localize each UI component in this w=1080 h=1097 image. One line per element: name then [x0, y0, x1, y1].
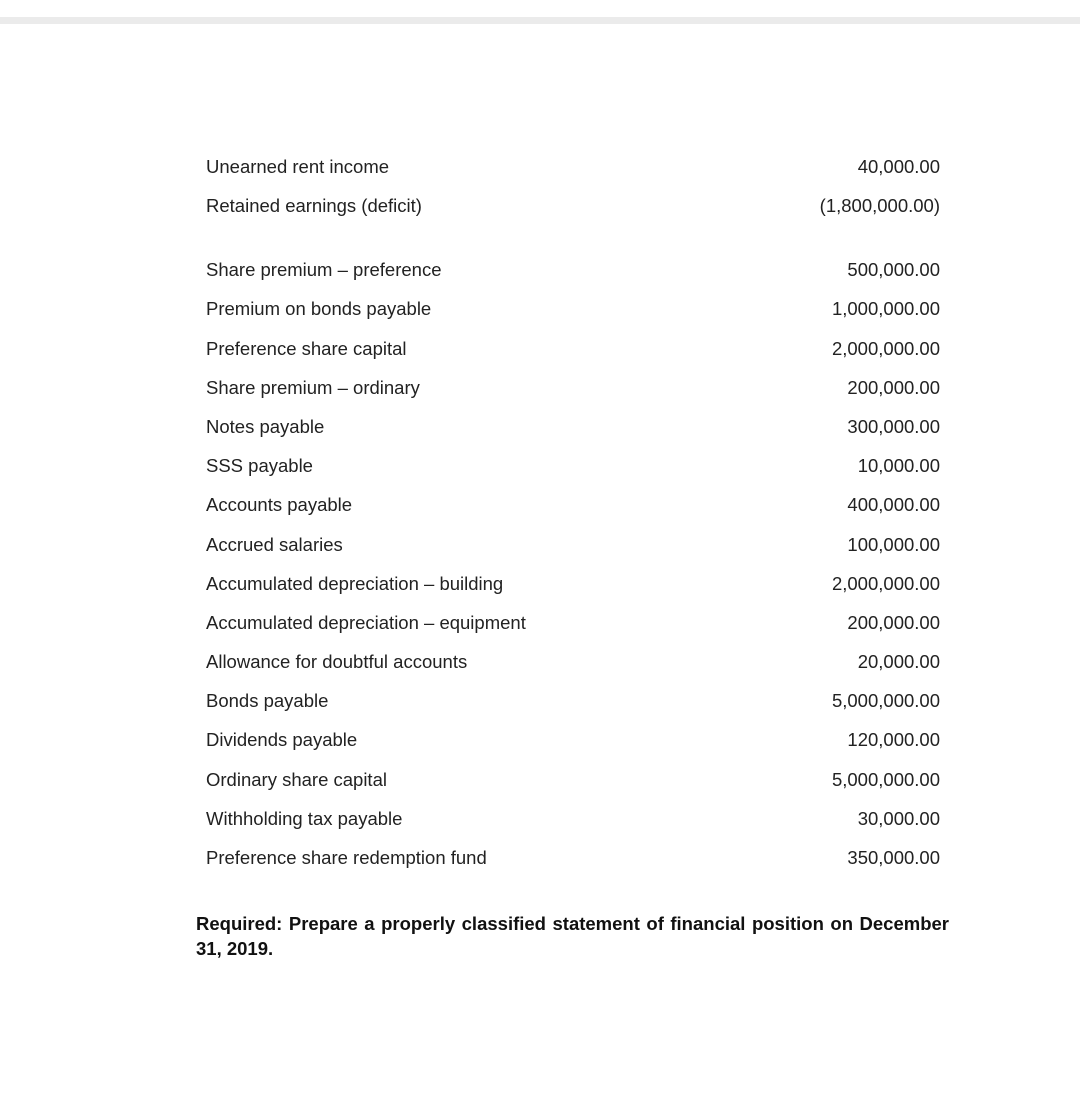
- table-row: [206, 194, 940, 258]
- account-amount: 500,000.00: [847, 259, 940, 281]
- top-divider-bar: [0, 17, 1080, 24]
- table-row: [206, 493, 940, 532]
- account-name: Retained earnings (deficit): [206, 195, 422, 217]
- table-row: [206, 611, 940, 650]
- account-amount: 20,000.00: [857, 651, 940, 673]
- account-name: Dividends payable: [206, 729, 358, 751]
- table-row: [206, 533, 940, 572]
- account-amount: 10,000.00: [857, 455, 940, 477]
- table-row: [206, 572, 940, 611]
- account-name: SSS payable: [206, 455, 313, 477]
- account-name: Preference share redemption fund: [206, 847, 487, 868]
- table-row: [206, 728, 940, 767]
- account-name: Ordinary share capital: [206, 768, 387, 790]
- table-row: [206, 376, 940, 415]
- table-row: [206, 807, 940, 846]
- table-row: [206, 297, 940, 336]
- account-amount: 5,000,000.00: [831, 768, 940, 790]
- account-amount: 350,000.00: [847, 847, 940, 868]
- account-name: Unearned rent income: [206, 156, 390, 177]
- account-amount: 2,000,000.00: [831, 572, 940, 594]
- account-name: Premium on bonds payable: [206, 298, 432, 320]
- table-row: [206, 155, 940, 194]
- account-balances-table: [206, 155, 940, 885]
- account-amount: 120,000.00: [847, 729, 940, 751]
- account-name: Notes payable: [206, 415, 325, 437]
- account-amount: 5,000,000.00: [831, 690, 940, 712]
- account-amount: 400,000.00: [847, 494, 940, 516]
- table-row: [206, 768, 940, 807]
- account-amount: 300,000.00: [847, 415, 940, 437]
- table-row: [206, 337, 940, 376]
- account-amount: 2,000,000.00: [831, 337, 940, 359]
- account-name: Withholding tax payable: [206, 807, 403, 829]
- account-name: Accrued salaries: [206, 533, 343, 555]
- table-row: [206, 258, 940, 297]
- account-name: Share premium – preference: [206, 259, 442, 281]
- table-row: [206, 689, 940, 728]
- account-amount: 30,000.00: [857, 807, 940, 829]
- table-row: [206, 454, 940, 493]
- account-name: Bonds payable: [206, 690, 329, 712]
- account-name: Share premium – ordinary: [206, 376, 420, 398]
- required-instruction: Required: Prepare a properly classified statement of financial position on December 31, 2019.: [196, 913, 949, 959]
- table-row: [206, 650, 940, 689]
- account-name: Accumulated depreciation – equipment: [206, 611, 526, 633]
- account-name: Accounts payable: [206, 494, 353, 516]
- account-amount: 40,000.00: [857, 156, 940, 177]
- account-name: Allowance for doubtful accounts: [206, 651, 468, 673]
- account-amount: 200,000.00: [847, 376, 940, 398]
- account-name: Preference share capital: [206, 337, 407, 359]
- account-amount: 200,000.00: [847, 611, 940, 633]
- account-name: Accumulated depreciation – building: [206, 572, 504, 594]
- account-amount: 100,000.00: [847, 533, 940, 555]
- table-row: [206, 846, 940, 885]
- table-row: [206, 415, 940, 454]
- account-amount: 1,000,000.00: [831, 298, 940, 320]
- account-amount: (1,800,000.00): [819, 195, 940, 217]
